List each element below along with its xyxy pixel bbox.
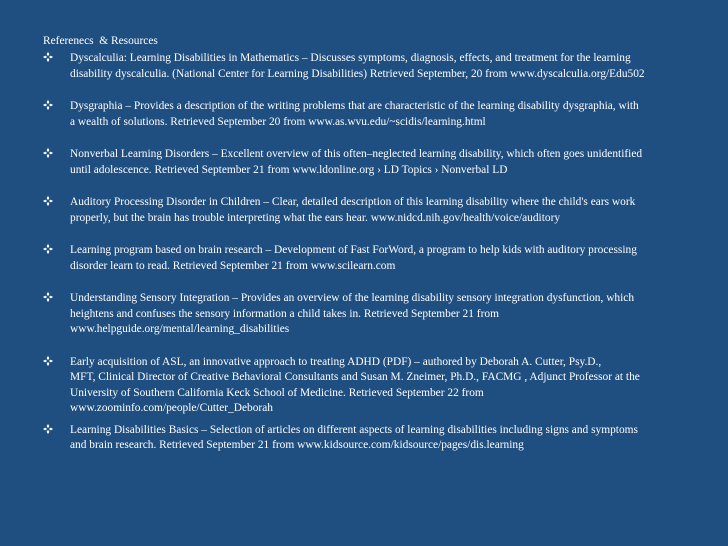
reference-text: Nonverbal Learning Disorders – Excellent overview of this often–neglected learning disability, which often goes unidentified until adolescence. Retrieved September 21 from www.ldonline.org › LD Topics › Nonverbal LD	[70, 148, 643, 176]
list-item	[43, 51, 705, 82]
four-diamond-bullet-icon	[43, 196, 53, 206]
list-item	[43, 147, 705, 178]
reference-text: Dyscalculia: Learning Disabilities in Mathematics – Discusses symptoms, diagnosis, effects, and treatment for the learning disability dyscalculia. (National Center for Learning Disabilities) Retrieved September, 20 from www.dyscalculia.org/Edu502	[70, 52, 645, 80]
list-item	[43, 355, 705, 417]
reference-list	[43, 51, 698, 454]
four-diamond-bullet-icon	[43, 424, 53, 434]
four-diamond-bullet-icon	[43, 148, 53, 158]
four-diamond-bullet-icon	[43, 356, 53, 366]
reference-text: Learning Disabilities Basics – Selection of articles on different aspects of learning disabilities including signs and symptoms and brain research. Retrieved September 21 from www.kidsource.com/kidsource/pages/dis.learning	[70, 423, 638, 451]
reference-text: Learning program based on brain research – Development of Fast ForWord, a program to help kids with auditory processing disorder learn to read. Retrieved September 21 from www.scilearn.com	[70, 244, 637, 272]
list-item	[43, 195, 705, 226]
four-diamond-bullet-icon	[43, 100, 53, 110]
four-diamond-bullet-icon	[43, 52, 53, 62]
list-item	[43, 423, 705, 454]
four-diamond-bullet-icon	[43, 244, 53, 254]
slide-heading: Referenecs & Resources	[43, 35, 158, 47]
list-item	[43, 291, 705, 338]
reference-text: Understanding Sensory Integration – Provides an overview of the learning disability sensory integration dysfunction, which heightens and confuses the sensory information a child takes in. Retrieved September 21 from www.helpguide.org/mental/learning_disabilities	[70, 292, 635, 335]
list-item	[43, 243, 705, 274]
list-item	[43, 99, 705, 130]
reference-text: Auditory Processing Disorder in Children – Clear, detailed description of this learning disability where the child's ears work properly, but the brain has trouble interpreting what the ears hear. www.nidcd.nih.gov/health/voice/auditory	[70, 196, 636, 224]
reference-text: Early acquisition of ASL, an innovative approach to treating ADHD (PDF) – authored by Deborah A. Cutter, Psy.D., MFT, Clinical Director of Creative Behavioral Consultants and Susan M. Zneimer, Ph.D., FACMG , Adjunct Professor at the University of Southern California Keck School of Medicine. Retrieved September 22 from www.zoominfo.com/people/Cutter_Deborah	[70, 355, 640, 414]
four-diamond-bullet-icon	[43, 292, 53, 302]
reference-text: Dysgraphia – Provides a description of the writing problems that are characteristic of the learning disability dysgraphia, with a wealth of solutions. Retrieved September 20 from www.as.wvu.edu/~scidis/learning.html	[70, 100, 639, 128]
